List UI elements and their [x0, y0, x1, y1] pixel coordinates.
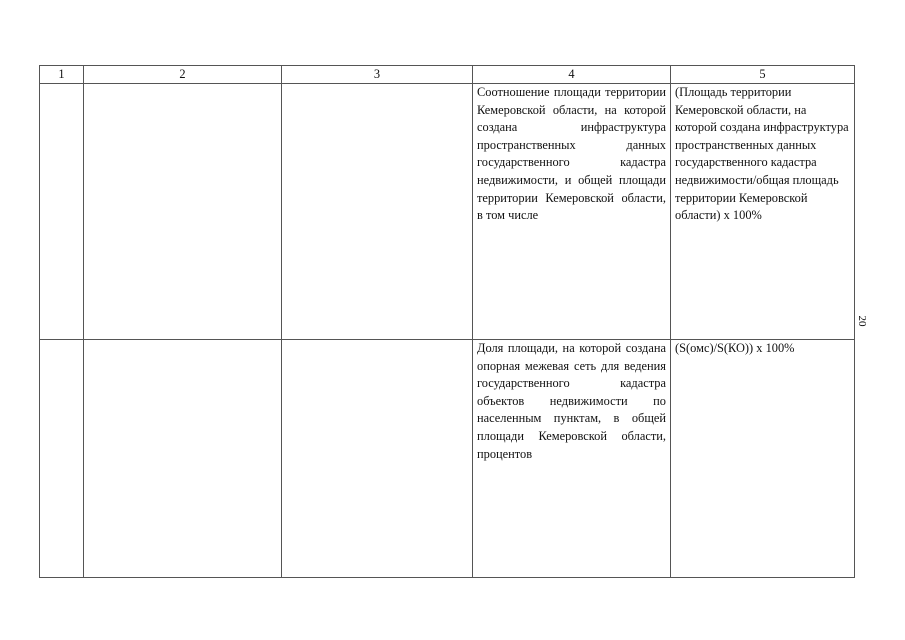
row-2-col-2: [84, 340, 282, 578]
indicators-table: [39, 65, 855, 578]
row-2-col-1: [40, 340, 84, 578]
row-1-col-2: [84, 84, 282, 340]
header-col-4: 4: [473, 66, 671, 84]
header-col-1: 1: [40, 66, 84, 84]
header-col-2: 2: [84, 66, 282, 84]
table-row: [40, 84, 855, 340]
row-1-col-1: [40, 84, 84, 340]
row-1-formula: (Площадь территории Кемеровской области, на которой создана инфраструктура пространственных данных государственного кадастра недвижимости/общая площадь территории Кемеровской области) x 100%: [671, 84, 855, 340]
row-1-indicator: Соотношение площади территории Кемеровской области, на которой создана инфраструктура пространственных данных государственного кадастра недвижимости, и общей площади территории Кемеровской области, в том числе: [473, 84, 671, 340]
page-number: 20: [856, 315, 868, 327]
row-2-formula: (S(омс)/S(КО)) x 100%: [671, 340, 855, 578]
header-row: [40, 66, 855, 84]
table-row: [40, 340, 855, 578]
header-col-5: 5: [671, 66, 855, 84]
header-col-3: 3: [282, 66, 473, 84]
row-1-col-3: [282, 84, 473, 340]
row-2-col-3: [282, 340, 473, 578]
row-2-indicator: Доля площади, на которой создана опорная межевая сеть для ведения государственного кадастра объектов недвижимости по населенным пунктам, в общей площади Кемеровской области, процентов: [473, 340, 671, 578]
